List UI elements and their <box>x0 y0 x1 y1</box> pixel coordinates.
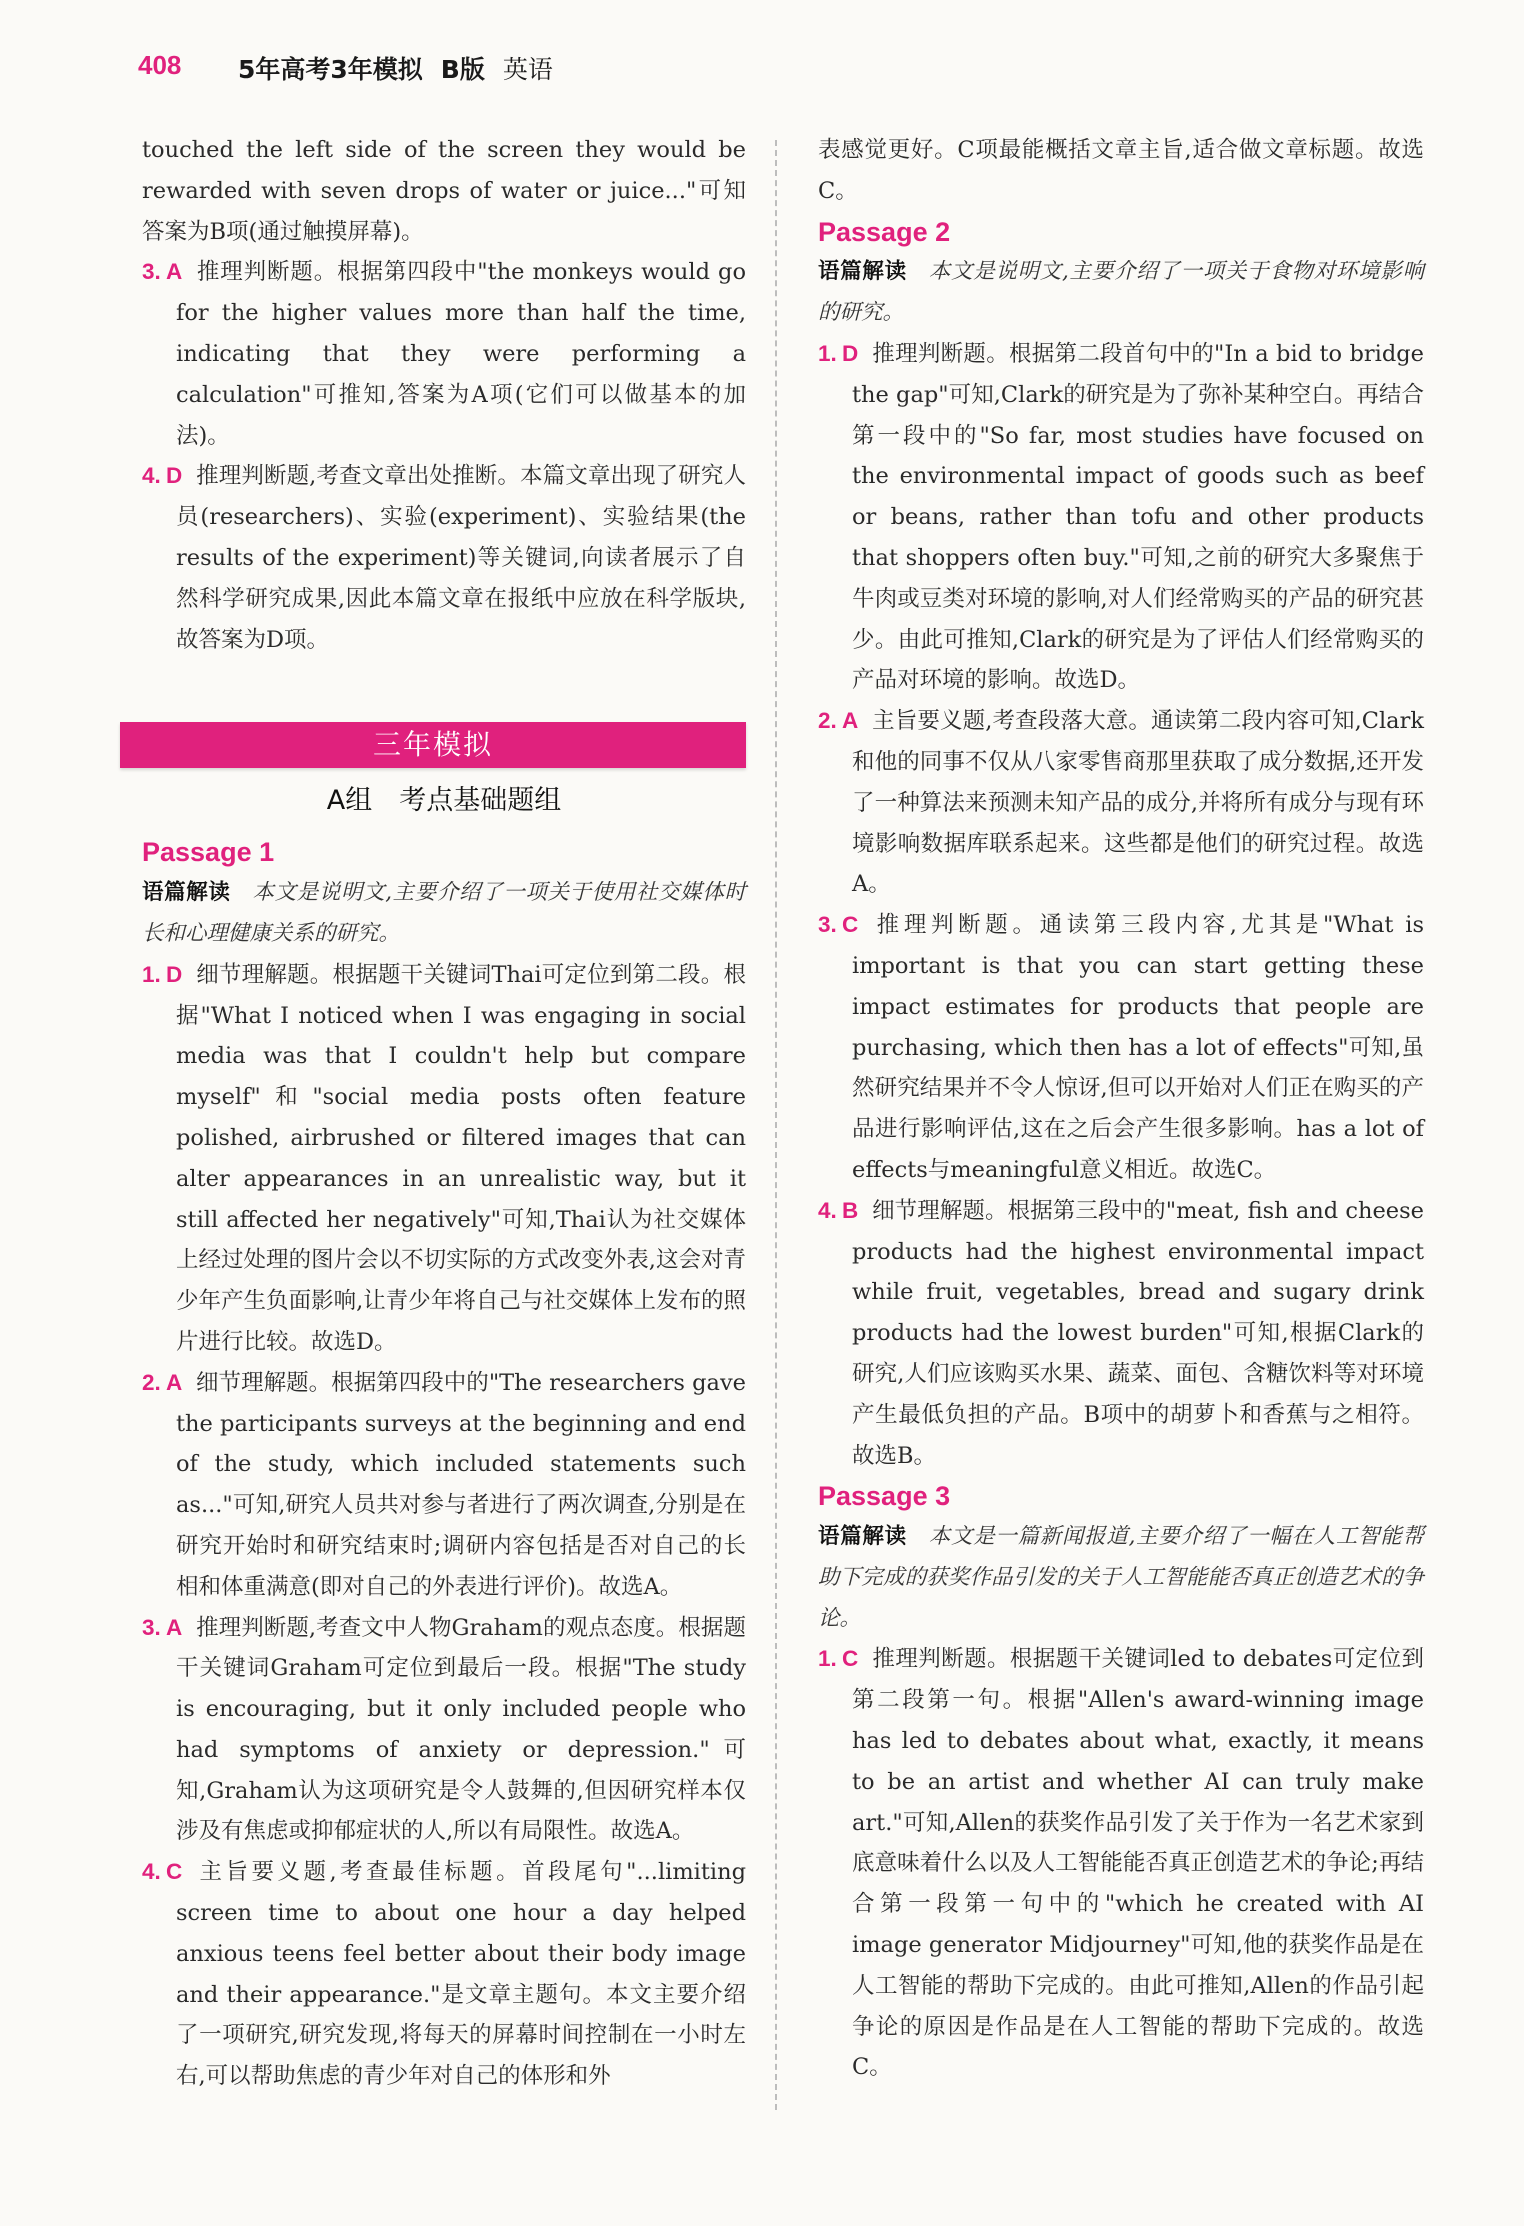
answer-item <box>818 701 1424 905</box>
answer-number: 3. <box>142 259 161 285</box>
answer-number: 4. <box>142 1859 161 1885</box>
answer-number: 2. <box>142 1369 161 1395</box>
passage-title: Passage 2 <box>818 216 951 247</box>
right-column <box>818 130 1424 2088</box>
answer-number: 1. <box>142 961 161 987</box>
book-subject: 英语 <box>502 55 553 84</box>
answer-number: 1. <box>818 340 837 366</box>
answer-explanation: 推理判断题。根据题干关键词led to debates可定位到第二段第一句。根据"Allen's award-winning image has led to debates about what, exactly, it means to be an artist and whether AI can truly make art."可知,Allen的获奖作品引发了关于作为一名艺术家到底意味着什么以及人工智能能否真正创造艺术的争论;再结合第一段第一句中的"which he created with AI image generator Midjourney"可知,他的获奖作品是在人工智能的帮助下完成的。由此可推知,Allen的作品引起争论的原因是作品是在人工智能的帮助下完成的。故选C。 <box>852 1646 1424 2081</box>
passage-title: Passage 3 <box>818 1481 951 1512</box>
summary-text: 本文是说明文,主要介绍了一项关于食物对环境影响的研究。 <box>818 259 1424 326</box>
answer-explanation: 细节理解题。根据第四段中的"The researchers gave the participants surveys at the beginning and end of the study, which included statements such as..."可知,研究人员共对参与者进行了两次调查,分别是在研究开始时和研究结束时;调研内容包括是否对自己的长相和体重满意(即对自己的外表进行评价)。故选A。 <box>176 1369 746 1600</box>
left-column <box>142 130 746 2097</box>
answer-explanation: 推理判断题。通读第三段内容,尤其是"What is important is that you can start getting these impact estimates for products that people are purchasing, which then has a lot of effects"可知,虽然研究结果并不令人惊讶,但可以开始对人们正在购买的产品进行影响评估,这在之后会产生很多影响。has a lot of effects与meaningful意义相近。故选C。 <box>852 912 1424 1183</box>
answer-explanation: 主旨要义题,考查最佳标题。首段尾句"...limiting screen time to about one hour a day helped anxious teens feel better about their body image and their appearance."是文章主题句。本文主要介绍了一项研究,研究发现,将每天的屏幕时间控制在一小时左右,可以帮助焦虑的青少年对自己的体形和外 <box>176 1859 746 2090</box>
answer-letter: B <box>842 1197 859 1223</box>
answer-letter: D <box>166 463 183 489</box>
answer-number: 4. <box>818 1197 837 1223</box>
summary-text: 本文是说明文,主要介绍了一项关于使用社交媒体时长和心理健康关系的研究。 <box>142 880 746 946</box>
answer-item <box>142 252 746 456</box>
answer-letter: C <box>166 1859 183 1885</box>
answer-explanation: 细节理解题。根据题干关键词Thai可定位到第二段。根据"What I noticed when I was engaging in social media was that I couldn't help but compare myself"和"social media posts often feature polished, airbrushed or filtered images that can alter appearances in an unrealistic way, but it still affected her negatively"可知,Thai认为社交媒体上经过处理的图片会以不切实际的方式改变外表,这会对青少年产生负面影响,让青少年将自己与社交媒体上发布的照片进行比较。故选D。 <box>176 961 746 1355</box>
answer-explanation: 推理判断题。根据第四段中"the monkeys would go for the higher values more than half the time, indicating that they were performing a calculation"可推知,答案为A项(它们可以做基本的加法)。 <box>176 259 746 449</box>
page-number: 408 <box>138 50 182 80</box>
answer-item <box>142 1852 746 2097</box>
book-series: 5年高考3年模拟 <box>238 55 423 84</box>
continued-text: 表感觉更好。C项最能概括文章主旨,适合做文章标题。故选C。 <box>818 137 1424 204</box>
answer-item <box>818 1191 1424 1477</box>
passage-title: Passage 1 <box>142 837 275 868</box>
book-edition: B版 <box>440 55 485 84</box>
answer-explanation: 细节理解题。根据第三段中的"meat, fish and cheese products had the highest environmental impact while fruit, vegetables, bread and sugary drink products had the lowest burden"可知,根据Clark的研究,人们应该购买水果、蔬菜、面包、含糖饮料等对环境产生最低负担的产品。B项中的胡萝卜和香蕉与之相符。故选B。 <box>852 1197 1424 1469</box>
answer-number: 1. <box>818 1646 837 1672</box>
section-banner: 三年模拟 <box>120 722 746 768</box>
answer-item <box>142 1608 746 1853</box>
answer-number: 3. <box>818 912 837 938</box>
group-title: A组 考点基础题组 <box>326 785 562 817</box>
book-title <box>238 50 553 86</box>
answer-letter: D <box>842 340 859 366</box>
answer-explanation: 推理判断题。根据第二段首句中的"In a bid to bridge the gap"可知,Clark的研究是为了弥补某种空白。再结合第一段中的"So far, most studies have focused on the environmental impact of goods such as beef or beans, rather than tofu and other products that shoppers often buy."可知,之前的研究大多聚焦于牛肉或豆类对环境的影响,对人们经常购买的产品的研究甚少。由此可推知,Clark的研究是为了评估人们经常购买的产品对环境的影响。故选D。 <box>852 340 1424 694</box>
column-divider <box>775 140 777 2110</box>
answer-letter: C <box>842 1646 859 1672</box>
continued-text: touched the left side of the screen they would be rewarded with seven drops of water or juice..."可知答案为B项(通过触摸屏幕)。 <box>142 137 746 245</box>
answer-letter: A <box>166 1369 183 1395</box>
summary-text: 本文是一篇新闻报道,主要介绍了一幅在人工智能帮助下完成的获奖作品引发的关于人工智能能否真正创造艺术的争论。 <box>818 1524 1424 1631</box>
summary-label: 语篇解读 <box>818 259 907 285</box>
answer-item <box>142 1363 746 1608</box>
answer-letter: D <box>166 961 183 987</box>
answer-letter: A <box>842 708 859 734</box>
answer-explanation: 主旨要义题,考查段落大意。通读第二段内容可知,Clark和他的同事不仅从八家零售商那里获取了成分数据,还开发了一种算法来预测未知产品的成分,并将所有成分与现有环境影响数据库联系起来。这些都是他们的研究过程。故选A。 <box>852 708 1424 898</box>
answer-item <box>142 955 746 1363</box>
summary-label: 语篇解读 <box>142 880 231 906</box>
answer-item <box>142 456 746 660</box>
answer-explanation: 推理判断题,考查文章出处推断。本篇文章出现了研究人员(researchers)、实验(experiment)、实验结果(the results of the experiment)等关键词,向读者展示了自然科学研究成果,因此本篇文章在报纸中应放在科学版块,故答案为D项。 <box>176 463 746 653</box>
answer-number: 2. <box>818 708 837 734</box>
answer-explanation: 推理判断题,考查文中人物Graham的观点态度。根据题干关键词Graham可定位到最后一段。根据"The study is encouraging, but it only included people who had symptoms of anxiety or depression."可知,Graham认为这项研究是令人鼓舞的,但因研究样本仅涉及有焦虑或抑郁症状的人,所以有局限性。故选A。 <box>176 1614 746 1845</box>
answer-letter: C <box>842 912 859 938</box>
answer-item <box>818 1639 1424 2088</box>
passage-summary <box>818 252 1424 334</box>
answer-number: 4. <box>142 463 161 489</box>
answer-letter: A <box>166 1614 183 1640</box>
answer-number: 3. <box>142 1614 161 1640</box>
answer-item <box>818 905 1424 1191</box>
passage-summary <box>142 873 746 955</box>
passage-summary <box>818 1517 1424 1639</box>
answer-item <box>818 334 1424 701</box>
summary-label: 语篇解读 <box>818 1524 907 1550</box>
answer-letter: A <box>166 259 183 285</box>
